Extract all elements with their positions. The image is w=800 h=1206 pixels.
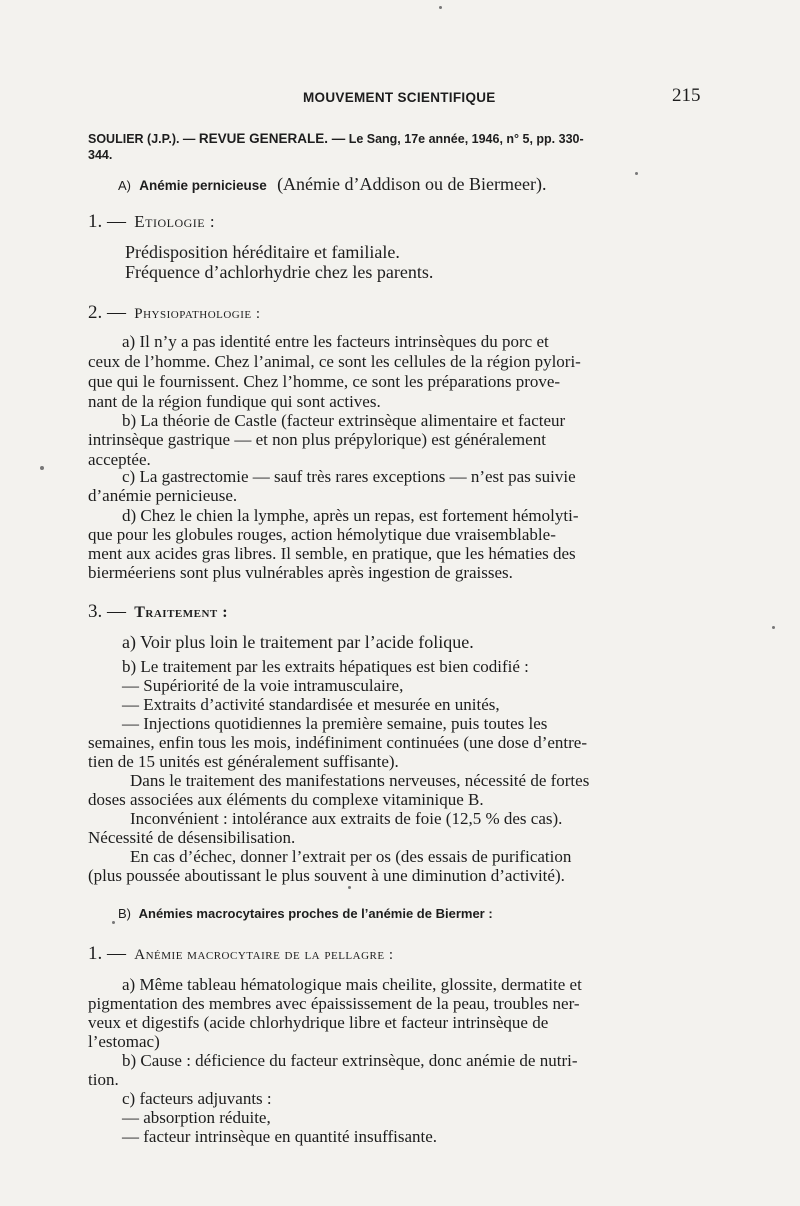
etiologie-title: Etiologie : [134,212,216,231]
section-b-heading [118,904,493,924]
scan-speck [40,466,44,470]
etiologie-num: 1. — [88,211,126,232]
text-line: veux et digestifs (acide chlorhydrique libre et facteur intrinsèque de [88,1013,549,1032]
text-line: ceux de l’homme. Chez l’animal, ce sont les cellules de la région pylori- [88,352,581,371]
text-line: bierméeriens sont plus vulnérables après ingestion de graisses. [88,563,513,582]
section-a-title: Anémie pernicieuse [139,178,267,193]
text-line: que pour les globules rouges, action hémolytique due vraisemblable- [88,525,556,544]
scan-speck [348,886,351,889]
etiologie-heading [88,212,215,232]
section-b-label: B) [118,906,131,921]
text-line: ment aux acides gras libres. Il semble, en pratique, que les hématies des [88,544,576,563]
text-line: que qui le fournissent. Chez l’homme, ce sont les préparations prove- [88,372,561,391]
text-line: (plus poussée aboutissant le plus souvent à une diminution d’activité). [88,866,565,885]
text-line: — Injections quotidiennes la première semaine, puis toutes les [122,714,548,733]
text-line: doses associées aux éléments du complexe vitaminique B. [88,790,484,809]
text-line: c) facteurs adjuvants : [122,1089,272,1108]
reference-line-2: 344. [88,148,113,162]
text-line: semaines, enfin tous les mois, indéfiniment continuées (une dose d’entre- [88,733,588,752]
physiopathologie-title: Physiopathologie : [134,306,261,322]
scan-speck [635,172,638,175]
text-line: d’anémie pernicieuse. [88,486,238,505]
page-number: 215 [672,85,701,106]
text-line: tien de 15 unités est généralement suffisante). [88,752,399,771]
traitement-num: 3. — [88,601,126,622]
text-line: a) Même tableau hématologique mais cheilite, glossite, dermatite et [122,975,582,994]
pellagre-title: Anémie macrocytaire de la pellagre : [134,947,394,963]
traitement-heading [88,602,228,623]
section-a-label: A) [118,178,131,193]
text-line: l’estomac) [88,1032,160,1051]
text-line: — Extraits d’activité standardisée et mesurée en unités, [122,695,500,714]
text-line: Dans le traitement des manifestations nerveuses, nécessité de fortes [130,771,590,790]
reference-title: REVUE GENERALE. — [198,131,346,146]
text-line: b) La théorie de Castle (facteur extrinsèque alimentaire et facteur [122,411,566,430]
text-line: a) Il n’y a pas identité entre les facteurs intrinsèques du porc et [122,332,549,351]
section-a-subtitle: (Anémie d’Addison ou de Biermeer). [277,174,547,194]
physiopathologie-num: 2. — [88,302,126,323]
scan-speck [112,921,115,924]
reference-author: SOULIER (J.P.). — [88,132,196,146]
text-line: c) La gastrectomie — sauf très rares exceptions — n’est pas suivie [122,467,576,486]
physiopathologie-heading [88,303,261,324]
text-line: a) Voir plus loin le traitement par l’acide folique. [122,632,474,652]
scan-speck [439,6,442,9]
pellagre-heading [88,944,394,965]
reference-line-1 [88,129,700,149]
text-line: Nécessité de désensibilisation. [88,828,296,847]
text-line: — facteur intrinsèque en quantité insuffisante. [122,1127,438,1146]
reference-journal: Le Sang, 17e année, 1946, n° 5, pp. 330- [348,132,584,146]
text-line: b) Le traitement par les extraits hépatiques est bien codifié : [122,657,529,676]
text-line: Inconvénient : intolérance aux extraits de foie (12,5 % des cas). [130,809,563,828]
text-line: Fréquence d’achlorhydrie chez les parents. [125,262,434,282]
section-b-title: Anémies macrocytaires proches de l’anémie de Biermer : [138,906,493,921]
text-line: — absorption réduite, [122,1108,271,1127]
text-line: d) Chez le chien la lymphe, après un repas, est fortement hémolyti- [122,506,579,525]
pellagre-num: 1. — [88,943,126,964]
text-line: acceptée. [88,450,151,469]
traitement-title: Traitement : [134,604,229,621]
text-line: tion. [88,1070,119,1089]
text-line: b) Cause : déficience du facteur extrinsèque, donc anémie de nutri- [122,1051,578,1070]
text-line: Prédisposition héréditaire et familiale. [125,242,400,262]
text-line: pigmentation des membres avec épaississement de la peau, troubles ner- [88,994,580,1013]
text-line: — Supériorité de la voie intramusculaire, [122,676,404,695]
text-line: intrinsèque gastrique — et non plus prépylorique) est généralement [88,430,546,449]
section-a-heading [118,174,546,196]
text-line: En cas d’échec, donner l’extrait per os (des essais de purification [130,847,572,866]
running-title: MOUVEMENT SCIENTIFIQUE [303,90,496,105]
scan-speck [772,626,775,629]
text-line: nant de la région fundique qui sont actives. [88,392,381,411]
